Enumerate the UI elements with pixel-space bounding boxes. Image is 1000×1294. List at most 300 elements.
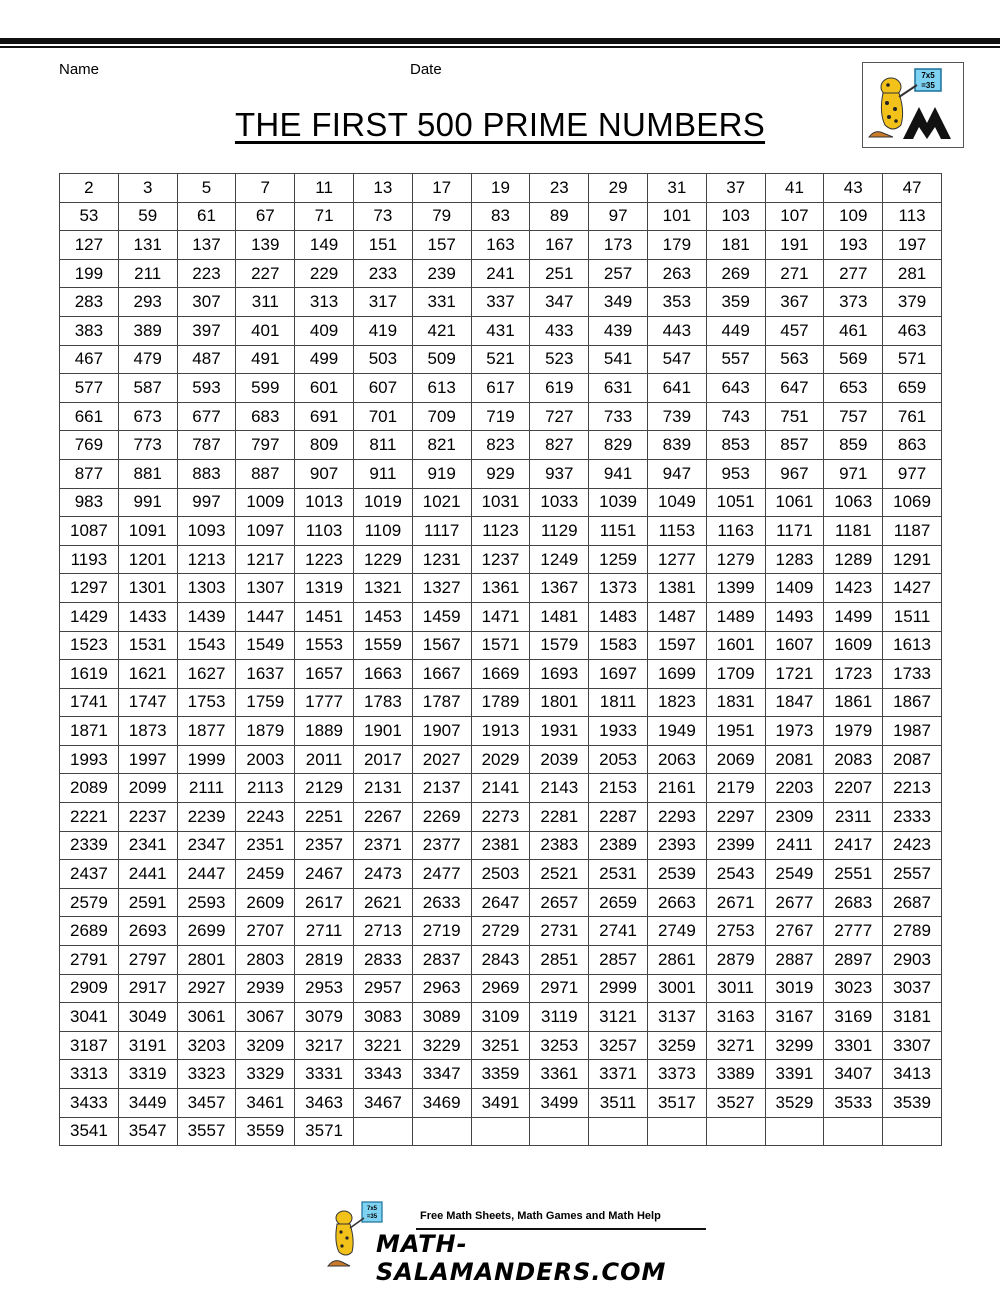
prime-cell: 1123: [471, 517, 530, 546]
prime-cell: 1523: [60, 631, 119, 660]
prime-cell: 2029: [471, 745, 530, 774]
salamander-logo: [862, 62, 964, 148]
prime-cell: 3109: [471, 1003, 530, 1032]
prime-cell: 677: [177, 402, 236, 431]
prime-cell: 61: [177, 202, 236, 231]
prime-cell: 2459: [236, 860, 295, 889]
table-row: [60, 717, 942, 746]
prime-cell: 2939: [236, 974, 295, 1003]
prime-cell: 2927: [177, 974, 236, 1003]
prime-cell: 883: [177, 459, 236, 488]
prime-cell: 2909: [60, 974, 119, 1003]
prime-cell: 977: [883, 459, 942, 488]
prime-cell: 1811: [589, 688, 648, 717]
prime-cell: 2617: [295, 888, 354, 917]
prime-cell: 1669: [471, 660, 530, 689]
prime-cell: 2711: [295, 917, 354, 946]
top-rule: [0, 38, 1000, 44]
prime-cell: 1117: [412, 517, 471, 546]
prime-cell: 2833: [353, 946, 412, 975]
prime-cell: 2393: [647, 831, 706, 860]
prime-cell: 2557: [883, 860, 942, 889]
prime-cell: 1471: [471, 602, 530, 631]
table-row: [60, 545, 942, 574]
prime-cell: 3037: [883, 974, 942, 1003]
prime-cell: 1499: [824, 602, 883, 631]
prime-cell: 3371: [589, 1060, 648, 1089]
prime-cell: 3469: [412, 1089, 471, 1118]
prime-cell: 2251: [295, 803, 354, 832]
prime-cell: 1861: [824, 688, 883, 717]
prime-cell: 47: [883, 174, 942, 203]
prime-cell: 379: [883, 288, 942, 317]
prime-cell: 2897: [824, 946, 883, 975]
prime-cell: 3539: [883, 1089, 942, 1118]
prime-cell: 1787: [412, 688, 471, 717]
prime-cell: 2447: [177, 860, 236, 889]
prime-cell: 2719: [412, 917, 471, 946]
prime-cell: 499: [295, 345, 354, 374]
prime-cell: 1297: [60, 574, 119, 603]
footer-site-name[interactable]: MATH-SALAMANDERS.COM: [376, 1230, 667, 1286]
prime-cell: 1453: [353, 602, 412, 631]
prime-cell: 19: [471, 174, 530, 203]
prime-cell: 997: [177, 488, 236, 517]
prime-cell: 3163: [706, 1003, 765, 1032]
prime-cell: 1259: [589, 545, 648, 574]
prime-cell: 179: [647, 231, 706, 260]
empty-cell: [353, 1117, 412, 1146]
prime-cell: 67: [236, 202, 295, 231]
table-row: [60, 1031, 942, 1060]
prime-cell: 929: [471, 459, 530, 488]
prime-cell: 1871: [60, 717, 119, 746]
prime-cell: 1931: [530, 717, 589, 746]
prime-cell: 3389: [706, 1060, 765, 1089]
prime-cell: 647: [765, 374, 824, 403]
prime-cell: 1493: [765, 602, 824, 631]
prime-cell: 127: [60, 231, 119, 260]
prime-cell: 2293: [647, 803, 706, 832]
prime-cell: 521: [471, 345, 530, 374]
prime-cell: 211: [118, 259, 177, 288]
footer: [324, 1200, 714, 1286]
prime-cell: 1381: [647, 574, 706, 603]
prime-cell: 2521: [530, 860, 589, 889]
empty-cell: [647, 1117, 706, 1146]
prime-cell: 2647: [471, 888, 530, 917]
table-row: [60, 517, 942, 546]
prime-cell: 3557: [177, 1117, 236, 1146]
prime-cell: 1361: [471, 574, 530, 603]
prime-cell: 619: [530, 374, 589, 403]
prime-cell: 83: [471, 202, 530, 231]
prime-cell: 1399: [706, 574, 765, 603]
prime-cell: 31: [647, 174, 706, 203]
prime-cell: 1709: [706, 660, 765, 689]
table-row: [60, 1003, 942, 1032]
prime-cell: 2801: [177, 946, 236, 975]
prime-cell: 241: [471, 259, 530, 288]
prime-cell: 2819: [295, 946, 354, 975]
prime-cell: 3301: [824, 1031, 883, 1060]
prime-cell: 3517: [647, 1089, 706, 1118]
prime-cell: 1571: [471, 631, 530, 660]
prime-cell: 251: [530, 259, 589, 288]
prime-cell: 2381: [471, 831, 530, 860]
prime-cell: 3271: [706, 1031, 765, 1060]
prime-cell: 1163: [706, 517, 765, 546]
prime-cell: 2423: [883, 831, 942, 860]
table-row: [60, 602, 942, 631]
prime-cell: 3449: [118, 1089, 177, 1118]
prime-cell: 3499: [530, 1089, 589, 1118]
prime-cell: 1951: [706, 717, 765, 746]
prime-cell: 3433: [60, 1089, 119, 1118]
empty-cell: [471, 1117, 530, 1146]
prime-cell: 2917: [118, 974, 177, 1003]
prime-cell: 197: [883, 231, 942, 260]
prime-cell: 2803: [236, 946, 295, 975]
prime-cell: 2341: [118, 831, 177, 860]
footer-salamander-icon: [324, 1200, 384, 1270]
prime-cell: 467: [60, 345, 119, 374]
prime-cell: 1319: [295, 574, 354, 603]
prime-cell: 617: [471, 374, 530, 403]
prime-cell: 353: [647, 288, 706, 317]
prime-cell: 907: [295, 459, 354, 488]
prime-cell: 2267: [353, 803, 412, 832]
prime-cell: 727: [530, 402, 589, 431]
logo-eq-line2: =35: [921, 81, 935, 90]
prime-cell: 683: [236, 402, 295, 431]
prime-cell: 3221: [353, 1031, 412, 1060]
prime-cell: 2729: [471, 917, 530, 946]
prime-cell: 3187: [60, 1031, 119, 1060]
prime-cell: 2129: [295, 774, 354, 803]
prime-cell: 449: [706, 316, 765, 345]
prime-cell: 137: [177, 231, 236, 260]
prime-cell: 167: [530, 231, 589, 260]
prime-cell: 443: [647, 316, 706, 345]
prime-cell: 3343: [353, 1060, 412, 1089]
table-row: [60, 888, 942, 917]
prime-cell: 739: [647, 402, 706, 431]
prime-cell: 2137: [412, 774, 471, 803]
prime-cell: 1889: [295, 717, 354, 746]
prime-cell: 1733: [883, 660, 942, 689]
prime-cell: 43: [824, 174, 883, 203]
prime-cell: 787: [177, 431, 236, 460]
prime-cell: 59: [118, 202, 177, 231]
prime-cell: 109: [824, 202, 883, 231]
table-row: [60, 316, 942, 345]
prime-cell: 1283: [765, 545, 824, 574]
prime-cell: 2477: [412, 860, 471, 889]
prime-cell: 2609: [236, 888, 295, 917]
prime-cell: 1949: [647, 717, 706, 746]
prime-cell: 1783: [353, 688, 412, 717]
prime-cell: 761: [883, 402, 942, 431]
prime-cell: 631: [589, 374, 648, 403]
prime-cell: 3461: [236, 1089, 295, 1118]
date-label: Date: [410, 61, 442, 78]
prime-cell: 2683: [824, 888, 883, 917]
prime-cell: 41: [765, 174, 824, 203]
prime-cell: 3: [118, 174, 177, 203]
prime-cell: 2351: [236, 831, 295, 860]
top-rule-thin: [0, 46, 1000, 48]
prime-cell: 3491: [471, 1089, 530, 1118]
prime-cell: 743: [706, 402, 765, 431]
page-title: THE FIRST 500 PRIME NUMBERS: [234, 106, 766, 143]
table-row: [60, 688, 942, 717]
prime-cell: 1093: [177, 517, 236, 546]
prime-cell: 331: [412, 288, 471, 317]
prime-cell: 2663: [647, 888, 706, 917]
prime-cell: 419: [353, 316, 412, 345]
prime-cell: 97: [589, 202, 648, 231]
prime-cell: 1867: [883, 688, 942, 717]
prime-cell: 1231: [412, 545, 471, 574]
prime-cell: 3571: [295, 1117, 354, 1146]
prime-cell: 283: [60, 288, 119, 317]
prime-cell: 1567: [412, 631, 471, 660]
prime-cell: 487: [177, 345, 236, 374]
prime-cell: 1877: [177, 717, 236, 746]
prime-cell: 23: [530, 174, 589, 203]
prime-cell: 797: [236, 431, 295, 460]
table-row: [60, 202, 942, 231]
prime-cell: 3169: [824, 1003, 883, 1032]
prime-cell: 1429: [60, 602, 119, 631]
prime-cell: 2309: [765, 803, 824, 832]
prime-cell: 1031: [471, 488, 530, 517]
prime-cell: 71: [295, 202, 354, 231]
prime-cell: 2287: [589, 803, 648, 832]
prime-cell: 3191: [118, 1031, 177, 1060]
prime-cell: 1223: [295, 545, 354, 574]
prime-cell: 1091: [118, 517, 177, 546]
prime-cell: 1321: [353, 574, 412, 603]
prime-cell: 2797: [118, 946, 177, 975]
prime-cell: 263: [647, 259, 706, 288]
prime-cell: 1559: [353, 631, 412, 660]
prime-cell: 1051: [706, 488, 765, 517]
prime-cell: 3329: [236, 1060, 295, 1089]
table-row: [60, 259, 942, 288]
prime-cell: 2011: [295, 745, 354, 774]
prime-cell: 991: [118, 488, 177, 517]
prime-cell: 2707: [236, 917, 295, 946]
table-row: [60, 374, 942, 403]
prime-cell: 1847: [765, 688, 824, 717]
prime-cell: 1483: [589, 602, 648, 631]
prime-cell: 2503: [471, 860, 530, 889]
prime-cell: 709: [412, 402, 471, 431]
prime-cell: 401: [236, 316, 295, 345]
prime-cell: 947: [647, 459, 706, 488]
prime-cell: 3319: [118, 1060, 177, 1089]
prime-cell: 3011: [706, 974, 765, 1003]
prime-cell: 257: [589, 259, 648, 288]
prime-cell: 2887: [765, 946, 824, 975]
prime-cell: 239: [412, 259, 471, 288]
prime-cell: 599: [236, 374, 295, 403]
prime-cell: 1979: [824, 717, 883, 746]
prime-cell: 2687: [883, 888, 942, 917]
empty-cell: [412, 1117, 471, 1146]
prime-cell: 1307: [236, 574, 295, 603]
prime-cell: 941: [589, 459, 648, 488]
empty-cell: [530, 1117, 589, 1146]
table-row: [60, 946, 942, 975]
prime-cell: 1801: [530, 688, 589, 717]
prime-numbers-table: [59, 173, 942, 1146]
prime-cell: 2: [60, 174, 119, 203]
prime-cell: 2333: [883, 803, 942, 832]
prime-cell: 2081: [765, 745, 824, 774]
table-row: [60, 174, 942, 203]
prime-cell: 2591: [118, 888, 177, 917]
prime-cell: 2027: [412, 745, 471, 774]
logo-eq-line1: 7x5: [921, 71, 935, 80]
prime-cell: 2017: [353, 745, 412, 774]
prime-cell: 1667: [412, 660, 471, 689]
prime-cell: 1063: [824, 488, 883, 517]
prime-cell: 3541: [60, 1117, 119, 1146]
prime-cell: 983: [60, 488, 119, 517]
prime-cell: 79: [412, 202, 471, 231]
prime-cell: 1741: [60, 688, 119, 717]
prime-cell: 1723: [824, 660, 883, 689]
prime-cell: 2789: [883, 917, 942, 946]
prime-cell: 601: [295, 374, 354, 403]
prime-cell: 3457: [177, 1089, 236, 1118]
prime-cell: 2753: [706, 917, 765, 946]
prime-cell: 1229: [353, 545, 412, 574]
prime-cell: 1367: [530, 574, 589, 603]
empty-cell: [824, 1117, 883, 1146]
prime-cell: 317: [353, 288, 412, 317]
prime-cell: 2699: [177, 917, 236, 946]
prime-cell: 3323: [177, 1060, 236, 1089]
prime-cell: 911: [353, 459, 412, 488]
prime-cell: 1607: [765, 631, 824, 660]
prime-cell: 151: [353, 231, 412, 260]
prime-cell: 2843: [471, 946, 530, 975]
prime-cell: 3347: [412, 1060, 471, 1089]
prime-cell: 311: [236, 288, 295, 317]
prime-cell: 3511: [589, 1089, 648, 1118]
prime-cell: 2689: [60, 917, 119, 946]
prime-cell: 2579: [60, 888, 119, 917]
prime-cell: 3257: [589, 1031, 648, 1060]
prime-cell: 1549: [236, 631, 295, 660]
prime-cell: 2053: [589, 745, 648, 774]
prime-cell: 2749: [647, 917, 706, 946]
prime-cell: 3547: [118, 1117, 177, 1146]
table-row: [60, 974, 942, 1003]
prime-cell: 2089: [60, 774, 119, 803]
prime-cell: 1721: [765, 660, 824, 689]
table-row: [60, 660, 942, 689]
prime-cell: 523: [530, 345, 589, 374]
prime-cell: 1609: [824, 631, 883, 660]
prime-cell: 1217: [236, 545, 295, 574]
prime-cell: 1487: [647, 602, 706, 631]
prime-cell: 1481: [530, 602, 589, 631]
prime-cell: 863: [883, 431, 942, 460]
prime-cell: 3361: [530, 1060, 589, 1089]
prime-cell: 773: [118, 431, 177, 460]
prime-cell: 577: [60, 374, 119, 403]
prime-cell: 1583: [589, 631, 648, 660]
prime-cell: 2203: [765, 774, 824, 803]
prime-cell: 937: [530, 459, 589, 488]
prime-cell: 1901: [353, 717, 412, 746]
prime-cell: 557: [706, 345, 765, 374]
prime-cell: 101: [647, 202, 706, 231]
prime-cell: 29: [589, 174, 648, 203]
prime-cell: 2083: [824, 745, 883, 774]
prime-cell: 2851: [530, 946, 589, 975]
prime-cell: 1913: [471, 717, 530, 746]
table-row: [60, 745, 942, 774]
prime-cell: 2371: [353, 831, 412, 860]
prime-cell: 839: [647, 431, 706, 460]
prime-cell: 271: [765, 259, 824, 288]
prime-cell: 643: [706, 374, 765, 403]
prime-cell: 233: [353, 259, 412, 288]
prime-cell: 2531: [589, 860, 648, 889]
prime-cell: 607: [353, 374, 412, 403]
prime-cell: 3001: [647, 974, 706, 1003]
prime-cell: 769: [60, 431, 119, 460]
prime-cell: 1531: [118, 631, 177, 660]
table-row: [60, 1117, 942, 1146]
prime-cell: 139: [236, 231, 295, 260]
prime-cell: 223: [177, 259, 236, 288]
prime-cell: 3019: [765, 974, 824, 1003]
prime-cell: 2953: [295, 974, 354, 1003]
prime-cell: 3203: [177, 1031, 236, 1060]
prime-cell: 1423: [824, 574, 883, 603]
prime-cell: 479: [118, 345, 177, 374]
prime-cell: 3209: [236, 1031, 295, 1060]
prime-cell: 3061: [177, 1003, 236, 1032]
prime-cell: 1279: [706, 545, 765, 574]
prime-cell: 199: [60, 259, 119, 288]
prime-cell: 1789: [471, 688, 530, 717]
prime-cell: 1543: [177, 631, 236, 660]
prime-cell: 293: [118, 288, 177, 317]
prime-cell: 859: [824, 431, 883, 460]
prime-cell: 3251: [471, 1031, 530, 1060]
prime-cell: 733: [589, 402, 648, 431]
table-row: [60, 1060, 942, 1089]
prime-cell: 2473: [353, 860, 412, 889]
prime-cell: 587: [118, 374, 177, 403]
prime-cell: 433: [530, 316, 589, 345]
prime-cell: 2153: [589, 774, 648, 803]
prime-cell: 659: [883, 374, 942, 403]
prime-cell: 1427: [883, 574, 942, 603]
prime-cell: 2179: [706, 774, 765, 803]
prime-cell: 3373: [647, 1060, 706, 1089]
prime-cell: 3527: [706, 1089, 765, 1118]
prime-cell: 13: [353, 174, 412, 203]
